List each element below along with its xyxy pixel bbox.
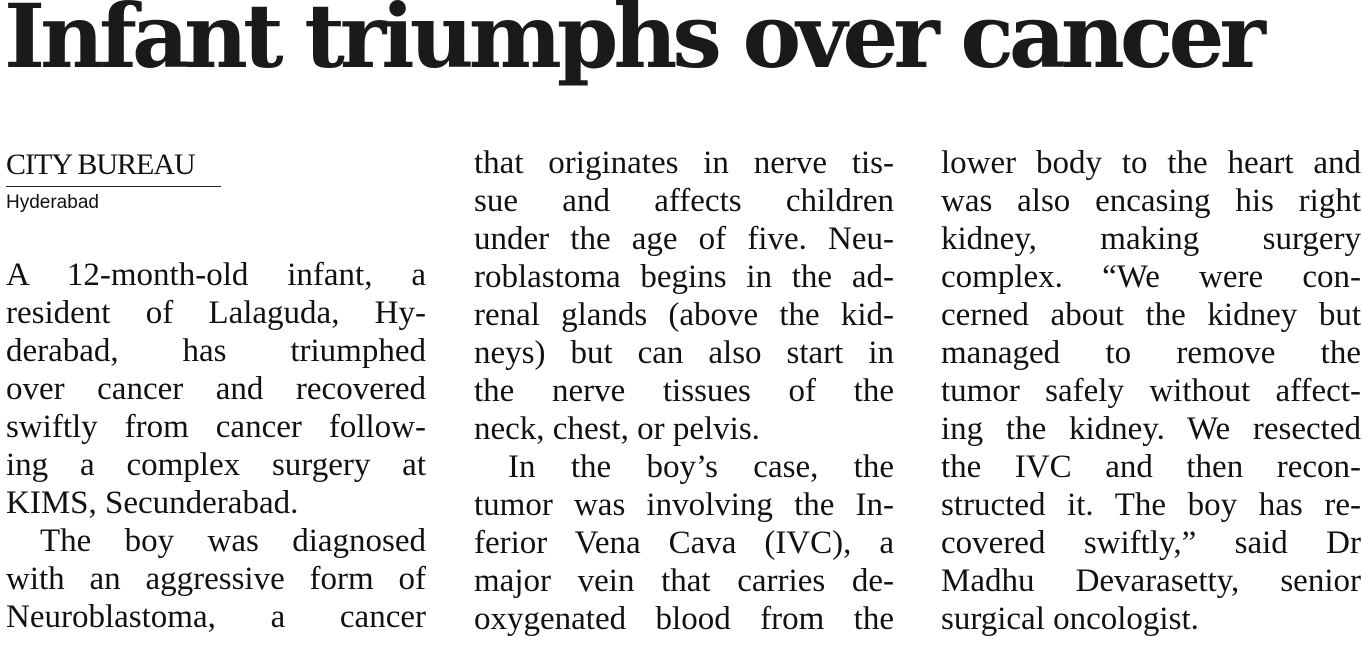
text-line: neck, chest, or pelvis. (474, 411, 760, 447)
text-line: surgical oncologist. (941, 601, 1199, 637)
text-line: tumor was involving the In- (474, 487, 894, 523)
text-line: over cancer and recovered (6, 371, 426, 407)
text-line: the nerve tissues of the (474, 373, 894, 409)
text-line: ferior Vena Cava (IVC), a (474, 525, 894, 561)
text-line: covered swiftly,” said Dr (941, 525, 1361, 561)
text-line: In the boy’s case, the (508, 449, 894, 485)
byline (6, 148, 221, 215)
text-line: major vein that carries de- (474, 563, 894, 599)
text-line: swiftly from cancer follow- (6, 409, 426, 445)
text-line: cerned about the kidney but (941, 297, 1361, 333)
text-line: under the age of five. Neu- (474, 221, 894, 257)
text-line: ing the kidney. We resected (941, 411, 1361, 447)
text-line: kidney, making surgery (941, 221, 1361, 257)
text-line: lower body to the heart and (941, 145, 1361, 181)
text-line: with an aggressive form of (6, 561, 426, 597)
headline: Infant triumphs over cancer (4, 0, 1261, 88)
text-line: complex. “We were con- (941, 259, 1361, 295)
text-line: ing a complex surgery at (6, 447, 426, 483)
text-line: Neuroblastoma, a cancer (6, 599, 426, 635)
text-line: renal glands (above the kid- (474, 297, 894, 333)
text-line: structed it. The boy has re- (941, 487, 1361, 523)
text-line: Madhu Devarasetty, senior (941, 563, 1361, 599)
article-column-1 (6, 256, 426, 636)
text-line: oxygenated blood from the (474, 601, 894, 637)
text-line: resident of Lalaguda, Hy- (6, 295, 426, 331)
text-line: managed to remove the (941, 335, 1361, 371)
text-line: derabad, has triumphed (6, 333, 426, 369)
article-column-3 (941, 144, 1361, 638)
byline-location: Hyderabad (6, 192, 99, 213)
text-line: that originates in nerve tis- (474, 145, 894, 181)
text-line: neys) but can also start in (474, 335, 894, 371)
text-line: tumor safely without affect- (941, 373, 1361, 409)
text-line: was also encasing his right (941, 183, 1361, 219)
text-line: The boy was diagnosed (40, 523, 426, 559)
text-line: KIMS, Secunderabad. (6, 485, 299, 521)
text-line: the IVC and then recon- (941, 449, 1361, 485)
byline-author: CITY BUREAU (6, 148, 221, 187)
text-line: sue and affects children (474, 183, 894, 219)
article-column-2 (474, 144, 894, 638)
text-line: roblastoma begins in the ad- (474, 259, 894, 295)
text-line: A 12-month-old infant, a (6, 257, 426, 293)
